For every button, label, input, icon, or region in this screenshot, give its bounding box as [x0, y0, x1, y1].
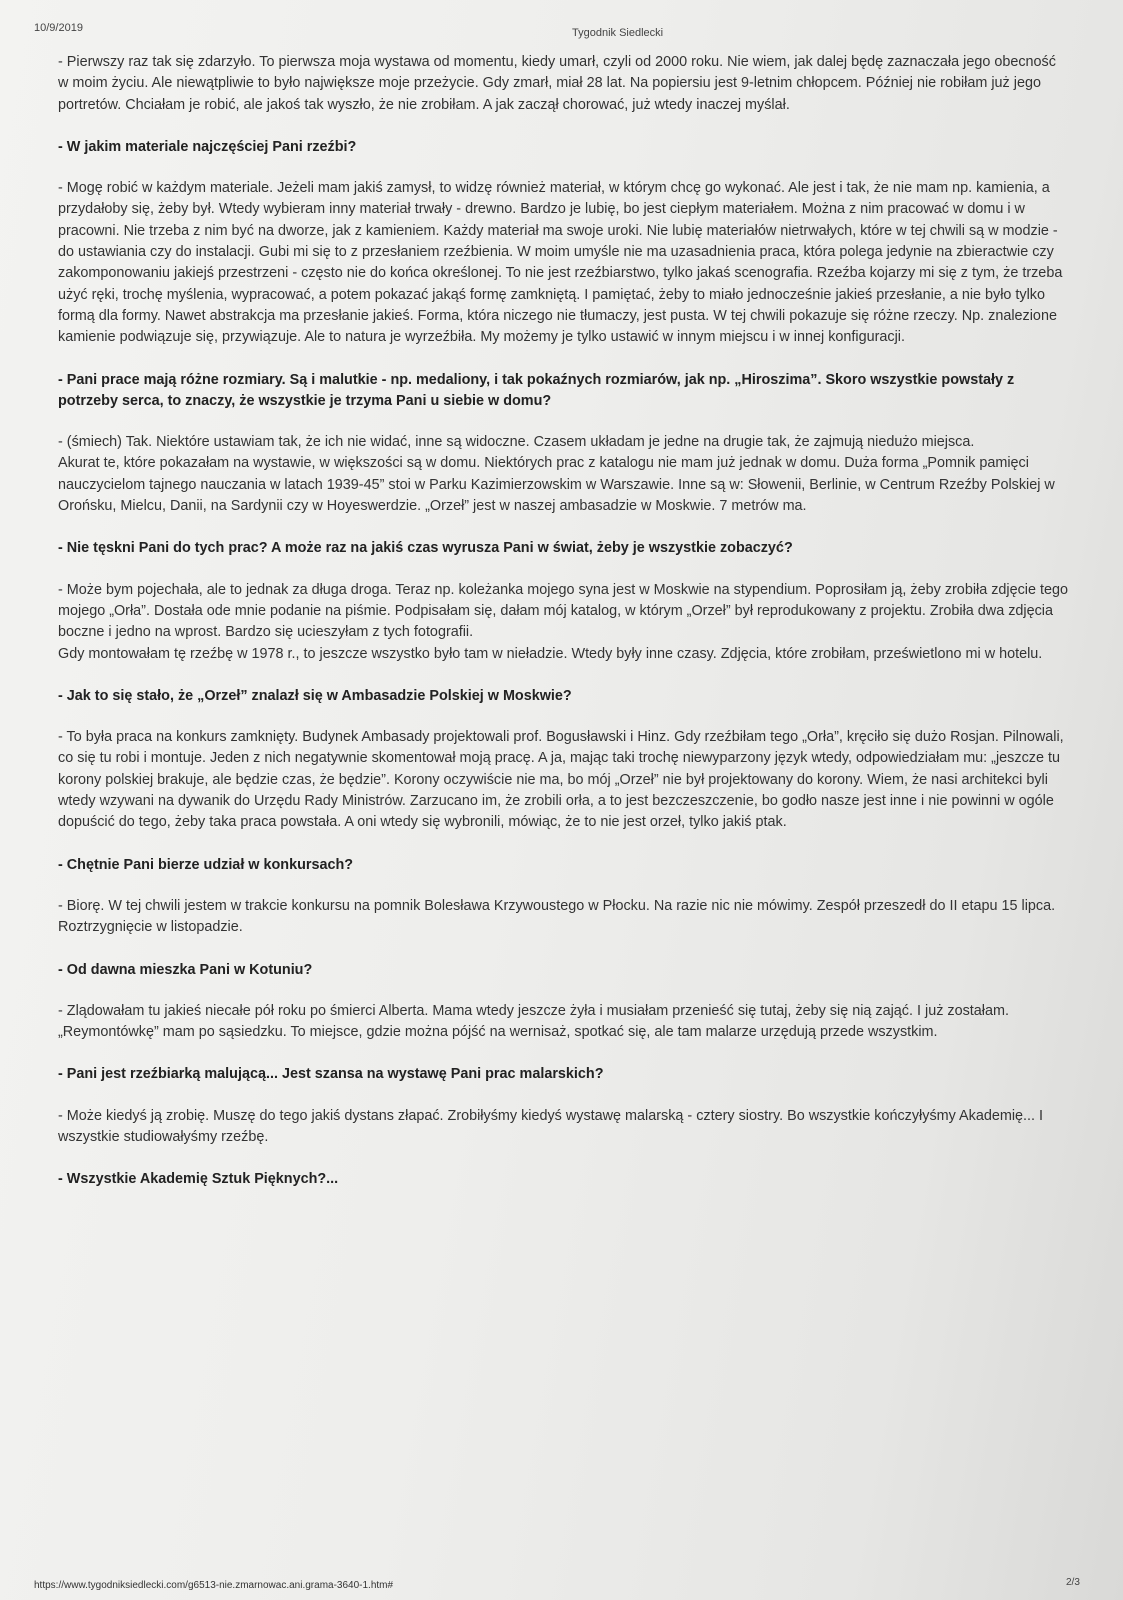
answer-sizes-part-1: - (śmiech) Tak. Niektóre ustawiam tak, że ich nie widać, inne są widoczne. Czasem układam je jedne na drugie tak, że zajmują niedużo miejsca.	[58, 434, 975, 451]
question-competitions: - Chętnie Pani bierze udział w konkursach?	[58, 856, 354, 873]
question-sizes: - Pani prace mają różne rozmiary. Są i malutkie - np. medaliony, i tak pokaźnych rozmiarów, jak np. „Hiroszima”. Skoro wszystkie powstały z potrzeby serca, to znaczy, że wszystkie je trzyma Pani u siebie w domu?	[58, 371, 1015, 409]
question-eagle-embassy: - Jak to się stało, że „Orzeł” znalazł się w Ambasadzie Polskiej w Moskwie?	[58, 687, 572, 704]
article-body	[58, 52, 1068, 1211]
answer-eagle-embassy: - To była praca na konkurs zamknięty. Budynek Ambasady projektowali prof. Bogusławski i Hinz. Gdy rzeźbiłam tego „Orła”, kręciło się dużo Rosjan. Pilnowali, co się tu robi i montuje. Jeden z nich negatywnie skomentował moją pracę. A ja, mając taki trochę niewyparzony język wtedy, odpowiedziałam mu: „jeszcze tu korony polskiej brakuje, ale będzie czas, że będzie”. Korony oczywiście nie ma, bo mój „Orzeł” nie był projektowany do korony. Wiem, że nasi architekci byli wtedy wzywani na dywanik do Urzędu Rady Ministrów. Zarzucano im, że zrobili orła, a to jest bezczeszczenie, bo godło nasze jest inne i nie powinni w ogóle dopuścić do tego, żeby taka praca powstała. A oni wtedy się wybronili, mówiąc, że to nie jest orzeł, tylko jakiś ptak.	[58, 729, 1064, 831]
answer-material: - Mogę robić w każdym materiale. Jeżeli mam jakiś zamysł, to widzę również materiał, w którym chcę go wykonać. Ale jest i tak, że nie mam np. kamienia, a przydałoby się, żeby był. Wtedy wybieram inny materiał trwały - drewno. Bardzo je lubię, bo jest ciepłym materiałem. Można z nim pracować w domu i w pracowni. Nie trzeba z nim być na dworze, jak z kamieniem. Każdy materiał ma swoje uroki. Nie lubię materiałów nietrwałych, które w tej chwili są w modzie - do ustawiania czy do instalacji. Gubi mi się to z przesłaniem rzeźbienia. W moim umyśle nie ma uzasadnienia praca, która polega jedynie na zbieractwie czy zakomponowaniu jakiejś przestrzeni - często nie do końca określonej. To nie jest rzeźbiarstwo, tylko jakaś scenografia. Rzeźba kojarzy mi się z tym, że trzeba użyć ręki, trochę myślenia, wypracować, a potem pokazać jakąś formę zamkniętą. I pamiętać, żeby to miało jednocześnie jakieś przesłanie, a nie było tylko formą dla formy. Nawet abstrakcja ma przesłanie jakieś. Forma, która niczego nie tłumaczy, jest pusta. W tej chwili pokazuje się różne rzeczy. Np. znalezione kamienie podwiązuje się, przywiązuje. Ale to natura je wyrzeźbiła. My możemy je tylko ustawić w innym miejscu i w innej konfiguracji.	[58, 180, 1063, 346]
answer-painting: - Może kiedyś ją zrobię. Muszę do tego jakiś dystans złapać. Zrobiłyśmy kiedyś wystawę malarską - cztery siostry. Bo wszystkie kończyłyśmy Akademię... I wszystkie studiowałyśmy rzeźbę.	[58, 1107, 1044, 1145]
question-academy: - Wszystkie Akademię Sztuk Pięknych?...	[58, 1171, 339, 1188]
answer-kotun: - Zlądowałam tu jakieś niecałe pół roku po śmierci Alberta. Mama wtedy jeszcze żyła i musiałam przenieść się tutaj, żeby się nią zająć. I już zostałam. „Reymontówkę” mam po sąsiedzku. To miejsce, gdzie można pójść na wernisaż, spotkać się, ale tam malarze urzędują przede wszystkim.	[58, 1002, 1009, 1041]
answer-missing-works-part-1: - Może bym pojechała, ale to jednak za długa droga. Teraz np. koleżanka mojego syna jest w Moskwie na stypendium. Poprosiłam ją, żeby zrobiła zdjęcie tego mojego „Orła”. Dostała ode mnie podanie na piśmie. Podpisałam się, dałam mój katalog, w którym „Orzeł” był reprodukowany z projektu. Zrobiła dwa zdjęcia boczne i jedno na wprost. Bardzo się ucieszyłam z tych fotografii.	[58, 581, 1069, 641]
question-missing-works: - Nie tęskni Pani do tych prac? A może raz na jakiś czas wyrusza Pani w świat, żeby je wszystkie zobaczyć?	[58, 540, 793, 557]
question-painting: - Pani jest rzeźbiarką malującą... Jest szansa na wystawę Pani prac malarskich?	[58, 1066, 604, 1083]
question-material: - W jakim materiale najczęściej Pani rzeźbi?	[58, 138, 357, 155]
answer-missing-works-part-2: Gdy montowałam tę rzeźbę w 1978 r., to jeszcze wszystko było tam w nieładzie. Wtedy były inne czasy. Zdjęcia, które zrobiłam, prześwietlono mi w hotelu.	[58, 645, 1043, 662]
print-page-number: 2/3	[1066, 1577, 1080, 1588]
print-header-title: Tygodnik Siedlecki	[572, 27, 664, 39]
print-date: 10/9/2019	[34, 22, 83, 34]
question-kotun: - Od dawna mieszka Pani w Kotuniu?	[58, 961, 313, 978]
answer-sizes-part-2: Akurat te, które pokazałam na wystawie, w większości są w domu. Niektórych prac z katalogu nie mam już jednak w domu. Duża forma „Pomnik pamięci nauczycielom tajnego nauczania w latach 1939-45” stoi w Parku Kazimierzowskim w Warszawie. Inne są w: Słowenii, Berlinie, w Centrum Rzeźby Polskiej w Orońsku, Mielcu, Danii, na Sardynii czy w Hoyeswerdzie. „Orzeł” jest w naszej ambasadzie w Moskwie. 7 metrów ma.	[58, 455, 1055, 515]
answer-paragraph-intro: - Pierwszy raz tak się zdarzyło. To pierwsza moja wystawa od momentu, kiedy umarł, czyli od 2000 roku. Nie wiem, jak dalej będę zaznaczała jego obecność w moim życiu. Ale niewątpliwie to było największe moje przeżycie. Gdy zmarł, miał 28 lat. Na popiersiu jest 9-letnim chłopcem. Później nie robiłam już jego portretów. Chciałam je robić, ale jakoś tak wyszło, że nie zrobiłam. A jak zaczął chorować, już wtedy inaczej myślał.	[58, 54, 1056, 113]
print-footer-url: https://www.tygodniksiedlecki.com/g6513-nie.zmarnowac.ani.grama-3640-1.htm#	[34, 1580, 394, 1591]
answer-competitions: - Biorę. W tej chwili jestem w trakcie konkursu na pomnik Bolesława Krzywoustego w Płocku. Na razie nic nie mówimy. Zespół przeszedł do II etapu 15 lipca. Roztrzygnięcie w listopadzie.	[58, 897, 1056, 936]
